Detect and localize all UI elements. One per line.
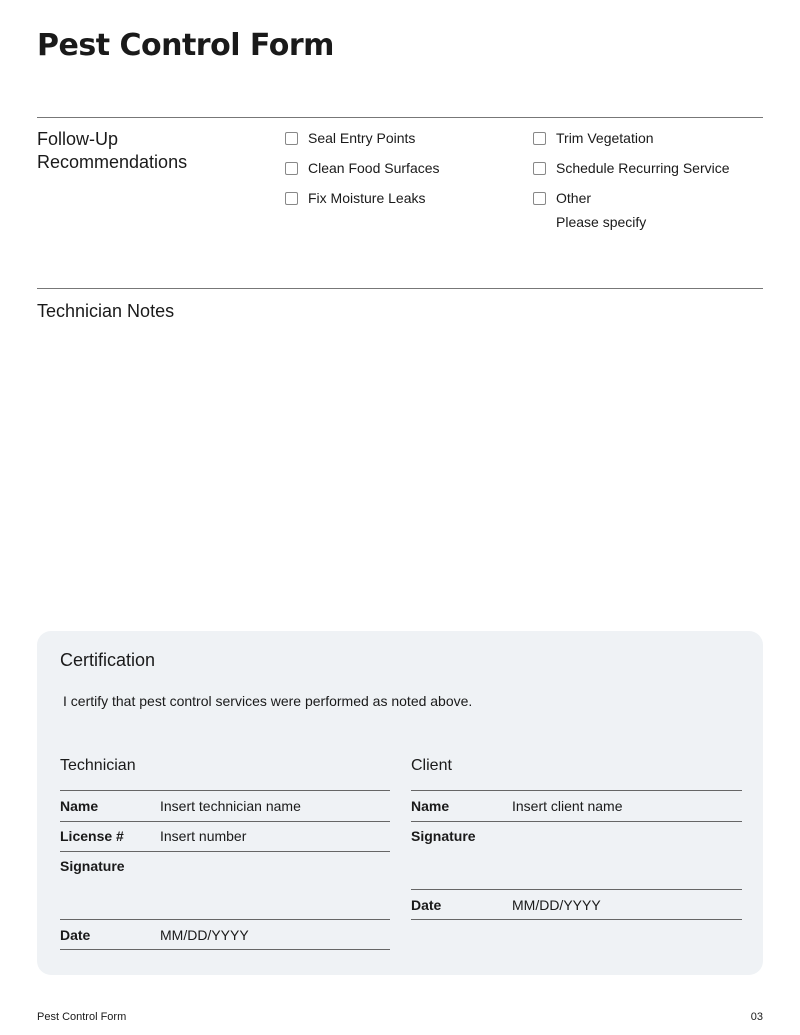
tech-signature-label: Signature xyxy=(60,858,125,874)
tech-date-label: Date xyxy=(60,927,91,943)
tech-signature-field[interactable] xyxy=(160,855,390,915)
divider xyxy=(411,919,742,920)
client-date-label: Date xyxy=(411,897,442,913)
checkbox-icon[interactable] xyxy=(285,162,298,175)
checkbox-label: Clean Food Surfaces xyxy=(308,160,440,176)
checkbox-label: Trim Vegetation xyxy=(556,130,654,146)
checkbox-label: Seal Entry Points xyxy=(308,130,416,146)
checkbox-fix-moisture-leaks[interactable] xyxy=(285,190,425,206)
checkbox-icon[interactable] xyxy=(533,192,546,205)
tech-license-field[interactable]: Insert number xyxy=(160,828,247,844)
divider xyxy=(60,790,390,791)
tech-date-field[interactable]: MM/DD/YYYY xyxy=(160,927,249,943)
page-number: 03 xyxy=(750,1011,763,1023)
client-signature-field[interactable] xyxy=(512,825,742,885)
divider xyxy=(60,919,390,920)
page-title: Pest Control Form xyxy=(37,28,334,63)
client-heading: Client xyxy=(411,757,452,774)
footer-title: Pest Control Form xyxy=(37,1011,127,1023)
client-name-label: Name xyxy=(411,798,450,814)
client-signature-label: Signature xyxy=(411,828,476,844)
checkbox-trim-vegetation[interactable] xyxy=(533,130,654,146)
checkbox-clean-food-surfaces[interactable] xyxy=(285,160,440,176)
divider xyxy=(37,288,763,289)
divider xyxy=(60,949,390,950)
tech-name-field[interactable]: Insert technician name xyxy=(160,798,301,814)
checkbox-label: Other xyxy=(556,190,592,206)
tech-license-label: License # xyxy=(60,828,124,844)
technician-notes-area[interactable] xyxy=(37,330,763,620)
checkbox-seal-entry-points[interactable] xyxy=(285,130,415,146)
divider xyxy=(37,117,763,118)
client-date-field[interactable]: MM/DD/YYYY xyxy=(512,897,601,913)
divider xyxy=(411,790,742,791)
certification-heading: Certification xyxy=(60,650,156,670)
technician-heading: Technician xyxy=(60,757,136,774)
checkbox-other[interactable] xyxy=(533,190,591,206)
divider xyxy=(60,821,390,822)
divider xyxy=(411,821,742,822)
tech-name-label: Name xyxy=(60,798,99,814)
checkbox-label: Schedule Recurring Service xyxy=(556,160,730,176)
certification-statement: I certify that pest control services were performed as noted above. xyxy=(63,693,473,709)
checkbox-label: Fix Moisture Leaks xyxy=(308,190,426,206)
divider xyxy=(411,889,742,890)
checkbox-icon[interactable] xyxy=(285,192,298,205)
other-specify-field[interactable]: Please specify xyxy=(556,214,647,230)
followup-label: Follow-Up Recommendations xyxy=(37,129,188,172)
checkbox-icon[interactable] xyxy=(285,132,298,145)
technician-notes-label: Technician Notes xyxy=(37,301,175,321)
client-name-field[interactable]: Insert client name xyxy=(512,798,623,814)
checkbox-schedule-recurring[interactable] xyxy=(533,160,730,176)
checkbox-icon[interactable] xyxy=(533,162,546,175)
checkbox-icon[interactable] xyxy=(533,132,546,145)
divider xyxy=(60,851,390,852)
